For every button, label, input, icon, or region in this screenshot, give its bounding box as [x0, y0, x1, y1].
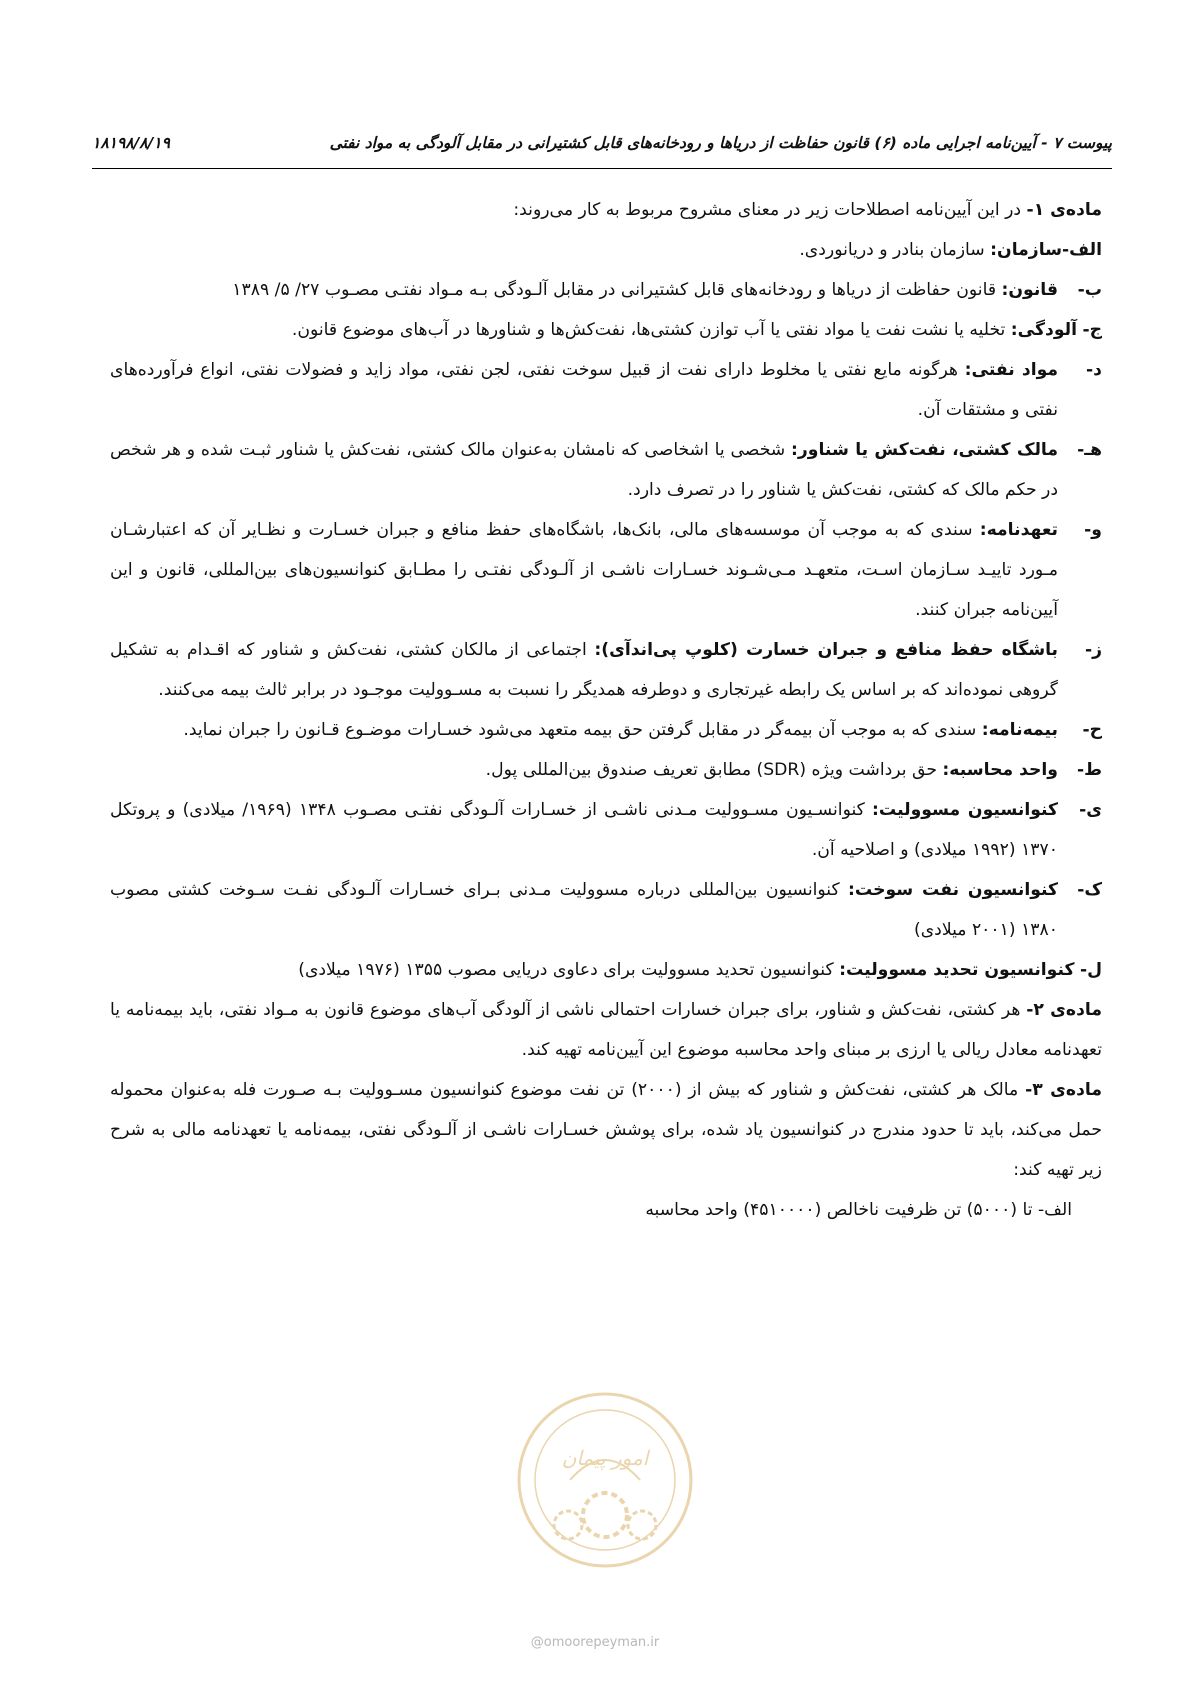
- definition-term: سازمان:: [990, 240, 1063, 260]
- definition-text: تخلیه یا نشت نفت یا مواد نفتی یا آب توازن کشتی‌ها، نفت‌کش‌ها و شناورها در آب‌های موضوع قانون.: [291, 320, 1011, 340]
- definition-text: حق برداشت ویژه (SDR) مطابق تعریف صندوق بین‌المللی پول.: [485, 760, 943, 780]
- article-label: ماده‌ی ۲-: [1026, 1000, 1102, 1020]
- definition-item: [110, 710, 1102, 750]
- definitions-list: [110, 230, 1102, 990]
- definition-text: شخصی یا اشخاصی که نامشان به‌عنوان مالک کشتی، نفت‌کش یا شناور ثبـت شده و هر شخص در حکم مالک که کشتی، نفت‌کش یا شناور را در تصرف دارد.: [110, 440, 1058, 500]
- definition-item: [110, 750, 1102, 790]
- definition-term: آلودگی:: [1010, 320, 1077, 340]
- definition-term: باشگاه حفظ منافع و جبران خسارت (کلوپ پی‌اندآی):: [594, 640, 1059, 660]
- definition-item: [110, 870, 1102, 950]
- article-1: [110, 190, 1102, 230]
- definition-marker: و-: [1084, 520, 1102, 540]
- definition-marker: الف-: [1062, 240, 1102, 260]
- definition-marker: هـ-: [1077, 440, 1102, 460]
- definition-text: کنوانسـیون مسـوولیت مـدنی ناشـی از خسـارات آلـودگی نفتـی مصـوب ۱۳۴۸ (۱۹۶۹/ میلادی) و پروتکل ۱۳۷۰ (۱۹۹۲ میلادی) و اصلاحیه آن.: [110, 800, 1058, 860]
- definition-item: [110, 270, 1102, 310]
- definition-term: قانون:: [1001, 280, 1058, 300]
- definition-term: کنوانسیون نفت سوخت:: [848, 880, 1059, 900]
- article-label: ماده‌ی ۱-: [1026, 200, 1102, 220]
- definition-marker: ج-: [1082, 320, 1102, 340]
- article-3-item: الف- تا (۵۰۰۰) تن ظرفیت ناخالص (۴۵۱۰۰۰۰) واحد محاسبه: [645, 1200, 1072, 1220]
- definition-text: کنوانسیون بین‌المللی درباره مسوولیت مـدنی بـرای خسـارات آلـودگی نفـت سـوخت کشتی مصوب ۱۳۸۰ (۲۰۰۱ میلادی): [110, 880, 1058, 940]
- definition-text: سندی که به موجب آن موسسه‌های مالی، بانک‌ها، باشگاه‌های حفظ منافع و جبران خسـارت و نظـایر آن که اعتبارشـان مـورد تاییـد سـازمان اسـت، متعهـد مـی‌شـوند خسـارات ناشـی از آلـودگی نفتـی را مطـابق کنوانسیون‌های بین‌المللی، قانون و این آیین‌نامه جبران کنند.: [110, 520, 1058, 620]
- article-2: [110, 990, 1102, 1070]
- definition-item: [110, 790, 1102, 870]
- definition-marker: ط-: [1077, 760, 1102, 780]
- definition-term: بیمه‌نامه:: [981, 720, 1058, 740]
- definition-text: هرگونه مایع نفتی یا مخلوط دارای نفت از قبیل سوخت نفتی، لجن نفتی، مواد زاید و فضولات نفتی، انواع فرآورده‌های نفتی و مشتقات آن.: [110, 360, 1058, 420]
- definition-marker: د-: [1086, 360, 1102, 380]
- definition-marker: ز-: [1084, 640, 1102, 660]
- watermark-seal-text: امور پیمان: [561, 1446, 649, 1470]
- article-3: [110, 1070, 1102, 1190]
- definition-item: [110, 230, 1102, 270]
- definition-text: کنوانسیون تحدید مسوولیت برای دعاوی دریایی مصوب ۱۳۵۵ (۱۹۷۶ میلادی): [298, 960, 840, 980]
- header-code: ۱۸۱۹۸/۸/۱۹: [92, 134, 170, 152]
- definition-text: اجتماعی از مالکان کشتی، نفت‌کش و شناور که اقـدام به تشکیل گروهی نموده‌اند که بر اساس یک رابطه غیرتجاری و دوطرفه همدیگر را نسبت به مسـوولیت موجـود در برابر ثالث بیمه می‌کنند.: [110, 640, 1058, 700]
- definition-item: [110, 630, 1102, 710]
- definition-text: سندی که به موجب آن بیمه‌گر در مقابل گرفتن حق بیمه متعهد می‌شود خسـارات موضـوع قـانون را جبران نماید.: [183, 720, 982, 740]
- definition-item: [110, 430, 1102, 510]
- definition-item: [110, 950, 1102, 990]
- article-label: ماده‌ی ۳-: [1025, 1080, 1102, 1100]
- definition-marker: ی-: [1079, 800, 1102, 820]
- article-text: هر کشتی، نفت‌کش و شناور، برای جبران خسارات احتمالی ناشی از آلودگی آب‌های موضوع قانون به مـواد نفتی، باید بیمه‌نامه یا تعهدنامه معادل ریالی یا ارزی بر مبنای واحد محاسبه موضوع این آیین‌نامه تهیه کند.: [110, 1000, 1102, 1060]
- definition-item: [110, 510, 1102, 630]
- header-divider: [92, 168, 1112, 169]
- definition-marker: ک-: [1077, 880, 1102, 900]
- definition-term: کنوانسیون تحدید مسوولیت:: [839, 960, 1075, 980]
- definition-term: تعهدنامه:: [979, 520, 1058, 540]
- definition-term: واحد محاسبه:: [942, 760, 1058, 780]
- definition-term: مواد نفتی:: [964, 360, 1058, 380]
- definition-marker: ب-: [1077, 280, 1102, 300]
- article-text: در این آیین‌نامه اصطلاحات زیر در معنای مشروح مربوط به کار می‌روند:: [513, 200, 1027, 220]
- page-header: [92, 128, 1112, 162]
- document-body: [110, 190, 1102, 1230]
- watermark-seal-icon: [510, 1385, 700, 1575]
- definition-item: [110, 310, 1102, 350]
- definition-item: [110, 350, 1102, 430]
- definition-text: سازمان بنادر و دریانوردی.: [799, 240, 991, 260]
- article-text: مالک هر کشتی، نفت‌کش و شناور که بیش از (۲۰۰۰) تن نفت موضوع کنوانسیون مسـوولیت بـه صـورت فله به‌عنوان محموله حمل می‌کند، باید تا حدود مندرج در کنوانسیون یاد شده، برای پوشش خسـارات ناشـی از آلـودگی نفتی، بیمه‌نامه یا تعهدنامه مالی به شرح زیر تهیه کند:: [110, 1080, 1102, 1180]
- header-title: پیوست ۷ - آیین‌نامه اجرایی ماده (۶) قانون حفاظت از دریاها و رودخانه‌های قابل کشتیرانی در مقابل آلودگی به مواد نفتی: [329, 134, 1112, 152]
- definition-term: کنوانسیون مسوولیت:: [872, 800, 1058, 820]
- definition-text: قانون حفاظت از دریاها و رودخانه‌های قابل کشتیرانی در مقابل آلـودگی بـه مـواد نفتـی مصـوب ۲۷/ ۵/ ۱۳۸۹: [232, 280, 1002, 300]
- definition-marker: ل-: [1079, 960, 1102, 980]
- definition-marker: ح-: [1082, 720, 1102, 740]
- definition-term: مالک کشتی، نفت‌کش یا شناور:: [791, 440, 1058, 460]
- watermark-url: @omoorepeyman.ir: [530, 1635, 660, 1650]
